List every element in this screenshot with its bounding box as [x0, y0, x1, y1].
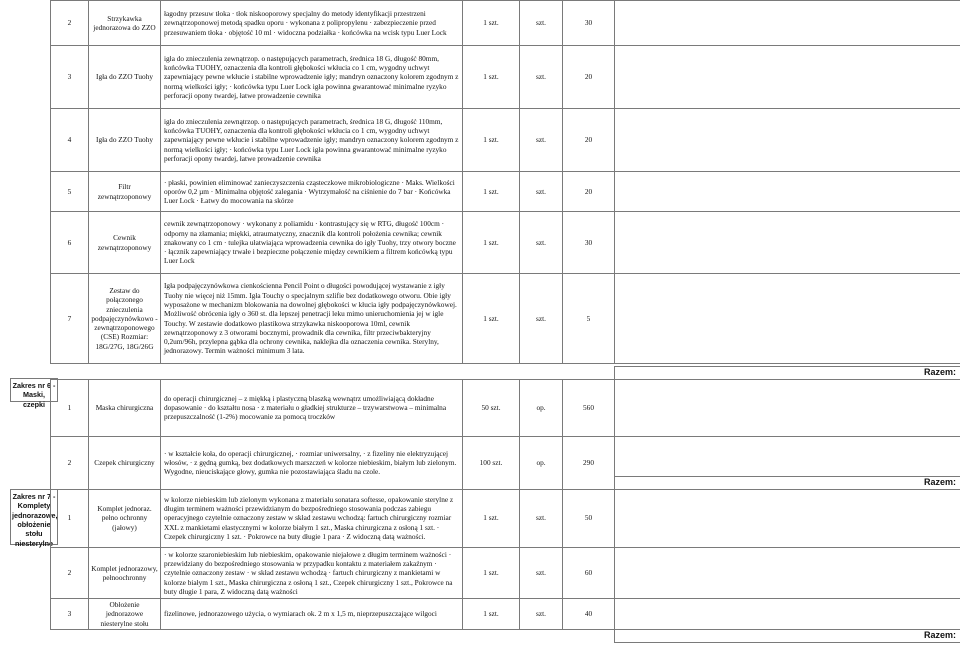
product-name: Komplet jednorazowy, pełnoochronny	[89, 547, 161, 599]
quantity: 20	[563, 46, 615, 109]
blank-cell	[615, 489, 960, 547]
product-description: w kolorze niebieskim lub zielonym wykonana z materiału sonatara softesse, opakowanie sterylne z długim terminem ważności przewidzianym do bezpośredniego stosowania podczas zabiegu operacyjnego czytelnie oznaczony zestaw w skład zestawu wchodzą: fartuch chirurgiczny rozmiar XXL z mankietami elastycznymi w kolorze białym 1 szt., Maska chirurgiczna z osłoną 1 szt. · Czepek chirurgiczny 1 szt. · Pokrowce na buty długie 1 para · Z widoczną datą ważności.	[161, 489, 463, 547]
product-description: · w kolorze szaroniebieskim lub niebieskim, opakowanie niejałowe z długim terminem ważności · przewidziany do bezpośredniego stosowania w przypadku kontaktu z materiałem zakaźnym · czytelnie oznaczony zestaw · w skład zestawu wchodzą · fartuch chirurgiczny z mankietami w kolorze białym 1 szt., Maska chirurgiczna z osłoną 1 szt., Czepek chirurgiczny 1 szt., Pokrowce na buty długie 1 para, Z widoczną datą ważności	[161, 547, 463, 599]
table-row	[51, 109, 960, 172]
product-name: Cewnik zewnątrzoponowy	[89, 212, 161, 274]
blank-cell	[615, 172, 960, 212]
blank-cell	[615, 109, 960, 172]
package-size: 1 szt.	[463, 599, 520, 630]
quantity: 30	[563, 212, 615, 274]
quantity: 30	[563, 1, 615, 46]
row-number: 7	[51, 274, 89, 364]
table-row	[51, 1, 960, 46]
blank-cell	[615, 212, 960, 274]
product-name: Komplet jednoraz. pełno ochronny (jałowy)	[89, 489, 161, 547]
product-name: Igła do ZZO Tuohy	[89, 46, 161, 109]
package-size: 1 szt.	[463, 1, 520, 46]
product-description: do operacji chirurgicznej – z miękką i plastyczną blaszką wewnątrz umożliwiającą dokładne dopasowanie · do kształtu nosa · z materiału o gładkiej strukturze – trzywarstwowa – minimalna przepuszczalność (1-2%) mocowanie za pomocą troczków	[161, 379, 463, 436]
row-number: 3	[51, 46, 89, 109]
zakres-7-label: Zakres nr 7 - Komplety jednorazowe, obłożenie stołu niesterylne	[10, 489, 58, 545]
unit: szt.	[520, 547, 563, 599]
product-description: · płaski, powinien eliminować zanieczyszczenia cząsteczkowe mikrobiologiczne · Maks. Wielkości oporów 0,2 µm · Minimalna objętość zalegania · Wytrzymałość na ciśnienie do 7 bar · Końcówka Luer Lock · Łatwy do mocowania na skórze	[161, 172, 463, 212]
quantity: 290	[563, 436, 615, 489]
unit: op.	[520, 436, 563, 489]
unit: op.	[520, 379, 563, 436]
product-description: igła do znieczulenia zewnątrzop. o następujących parametrach, średnica 18 G, długość 110mm, końcówka TUOHY, oznaczenia dla kontroli głębokości wkłucia co 1 cm, wygodny uchwyt zapewniający pewne wkłucie i stabilne wprowadzenie igły; mandryn oznaczony kolorem zgodnym z normą wielkości igły; · końcówka typu Luer Lock igła powinna gwarantować minimalne ryzyko perforacji opony twardej, łatwe prowadzenie cewnika	[161, 109, 463, 172]
product-name: Strzykawka jednorazowa do ZZO	[89, 1, 161, 46]
package-size: 50 szt.	[463, 379, 520, 436]
blank-cell	[615, 1, 960, 46]
row-number: 1	[51, 379, 89, 436]
package-size: 1 szt.	[463, 547, 520, 599]
product-description: · w kształcie koła, do operacji chirurgicznej, · rozmiar uniwersalny, · z fizeliny nie elektryzującej włosów, · z gędną gumką, bez dodatkowych marszczeń w kolorze niebieskim, białym lub zielonym. Wygodne, nieuciskające głowy, gumka nie pozostawiająca śladu na czole.	[161, 436, 463, 489]
table-row	[51, 212, 960, 274]
row-number: 5	[51, 172, 89, 212]
blank-cell	[615, 379, 960, 436]
table-row	[51, 46, 960, 109]
package-size: 1 szt.	[463, 172, 520, 212]
blank-cell	[615, 599, 960, 630]
product-name: Maska chirurgiczna	[89, 379, 161, 436]
package-size: 1 szt.	[463, 109, 520, 172]
unit: szt.	[520, 599, 563, 630]
quantity: 40	[563, 599, 615, 630]
row-number: 6	[51, 212, 89, 274]
unit: szt.	[520, 489, 563, 547]
quantity: 5	[563, 274, 615, 364]
row-number: 2	[51, 436, 89, 489]
product-name: Czepek chirurgiczny	[89, 436, 161, 489]
unit: szt.	[520, 212, 563, 274]
razem-label: Razem:	[615, 630, 960, 643]
table-row	[51, 274, 960, 364]
product-name: Zestaw do połączonego znieczulenia podpajęczynówkowo - zewnątrzoponowego (CSE) Rozmiar: 18G/27G, 18G/26G	[89, 274, 161, 364]
table-row	[51, 172, 960, 212]
zakres-6-label: Zakres nr 6 - Maski, czepki	[10, 378, 58, 402]
row-number: 4	[51, 109, 89, 172]
quantity: 20	[563, 109, 615, 172]
product-table-zakres-7	[50, 476, 960, 643]
razem-label: Razem:	[615, 477, 960, 490]
blank-cell	[615, 547, 960, 599]
product-name: Filtr zewnątrzoponowy	[89, 172, 161, 212]
quantity: 60	[563, 547, 615, 599]
product-table-zakres-6	[50, 366, 960, 490]
product-table-top	[50, 0, 960, 364]
package-size: 1 szt.	[463, 212, 520, 274]
package-size: 100 szt.	[463, 436, 520, 489]
product-description: cewnik zewnątrzoponowy · wykonany z poliamidu · kontrastujący się w RTG, długość 100cm · odporny na złamania; miękki, atraumatyczny, znacznik dla kontroli położenia cewnika; cewnik znakowany co 1 cm · tulejka ułatwiająca wprowadzenia cewnika do igły Tuohy, trzy otwory boczne · łącznik zapewniający trwałe i bezpieczne połączenie między cewnikiem a filtrem końcówką typu Luer Lock	[161, 212, 463, 274]
unit: szt.	[520, 172, 563, 212]
product-name: Obłożenie jednorazowe niesterylne stołu	[89, 599, 161, 630]
row-number: 2	[51, 1, 89, 46]
blank-cell	[615, 274, 960, 364]
unit: szt.	[520, 1, 563, 46]
row-number: 1	[51, 489, 89, 547]
product-name: Igła do ZZO Tuohy	[89, 109, 161, 172]
table-row	[51, 489, 960, 547]
razem-label: Razem:	[615, 367, 960, 380]
quantity: 50	[563, 489, 615, 547]
table-row	[51, 379, 960, 436]
quantity: 560	[563, 379, 615, 436]
table-row	[51, 599, 960, 630]
product-description: igła do znieczulenia zewnątrzop. o następujących parametrach, średnica 18 G, długość 80mm, końcówka TUOHY, oznaczenia dla kontroli głębokości wkłucia co 1 cm, wygodny uchwyt zapewniający pewne wkłucie i stabilne wprowadzenie igły; mandryn oznaczony kolorem zgodnym z normą wielkości igły; · końcówka typu Luer Lock igła powinna gwarantować minimalne ryzyko perforacji opony twardej, łatwe prowadzenie cewnika	[161, 46, 463, 109]
table-row	[51, 547, 960, 599]
product-description: łagodny przesuw tłoka · tłok niskooporowy specjalny do metody identyfikacji przestrzeni zewnątrzoponowej metodą spadku oporu · wykonana z polipropylenu · zabezpieczenie przed przesuwaniem tłoka · objętość 10 ml · widoczna podziałka · końcówka na wcisk typu Luer Lock	[161, 1, 463, 46]
package-size: 1 szt.	[463, 274, 520, 364]
row-number: 3	[51, 599, 89, 630]
unit: szt.	[520, 109, 563, 172]
row-number: 2	[51, 547, 89, 599]
product-description: fizelinowe, jednorazowego użycia, o wymiarach ok. 2 m x 1,5 m, nieprzepuszczające wilgoci	[161, 599, 463, 630]
package-size: 1 szt.	[463, 489, 520, 547]
quantity: 20	[563, 172, 615, 212]
product-description: Igła podpajęczynówkowa cienkościenna Pencil Point o długości powodującej wystawanie z igły Tuohy nie więcej niż 15mm. Igła Touchy o specjalnym szlifie bez dodatkowego otworu. Obie igły wyposażone w mechanizm blokowania na dowolnej głębokości w kłucia igły podpajęczynówkowej. Możliwość obrócenia igły o 360 st. dla lepszej penetracji leku mimo unieruchomienia jej w igle Touchy. W zestawie dodatkowo plastikowa strzykawka niskooporowa 10ml, cewnik zewnątrzoponowy z 3 otworami bocznymi, prowadnik dla cewnika, filtr przeciwbakteryjny 0,2um/96h, przylepna gąbka dla ochrony cewnika, naklejka dla oznaczenia cewnika. Sterylny, jednorazowy. Termin ważności minimum 3 lata.	[161, 274, 463, 364]
package-size: 1 szt.	[463, 46, 520, 109]
unit: szt.	[520, 46, 563, 109]
blank-cell	[615, 46, 960, 109]
unit: szt.	[520, 274, 563, 364]
